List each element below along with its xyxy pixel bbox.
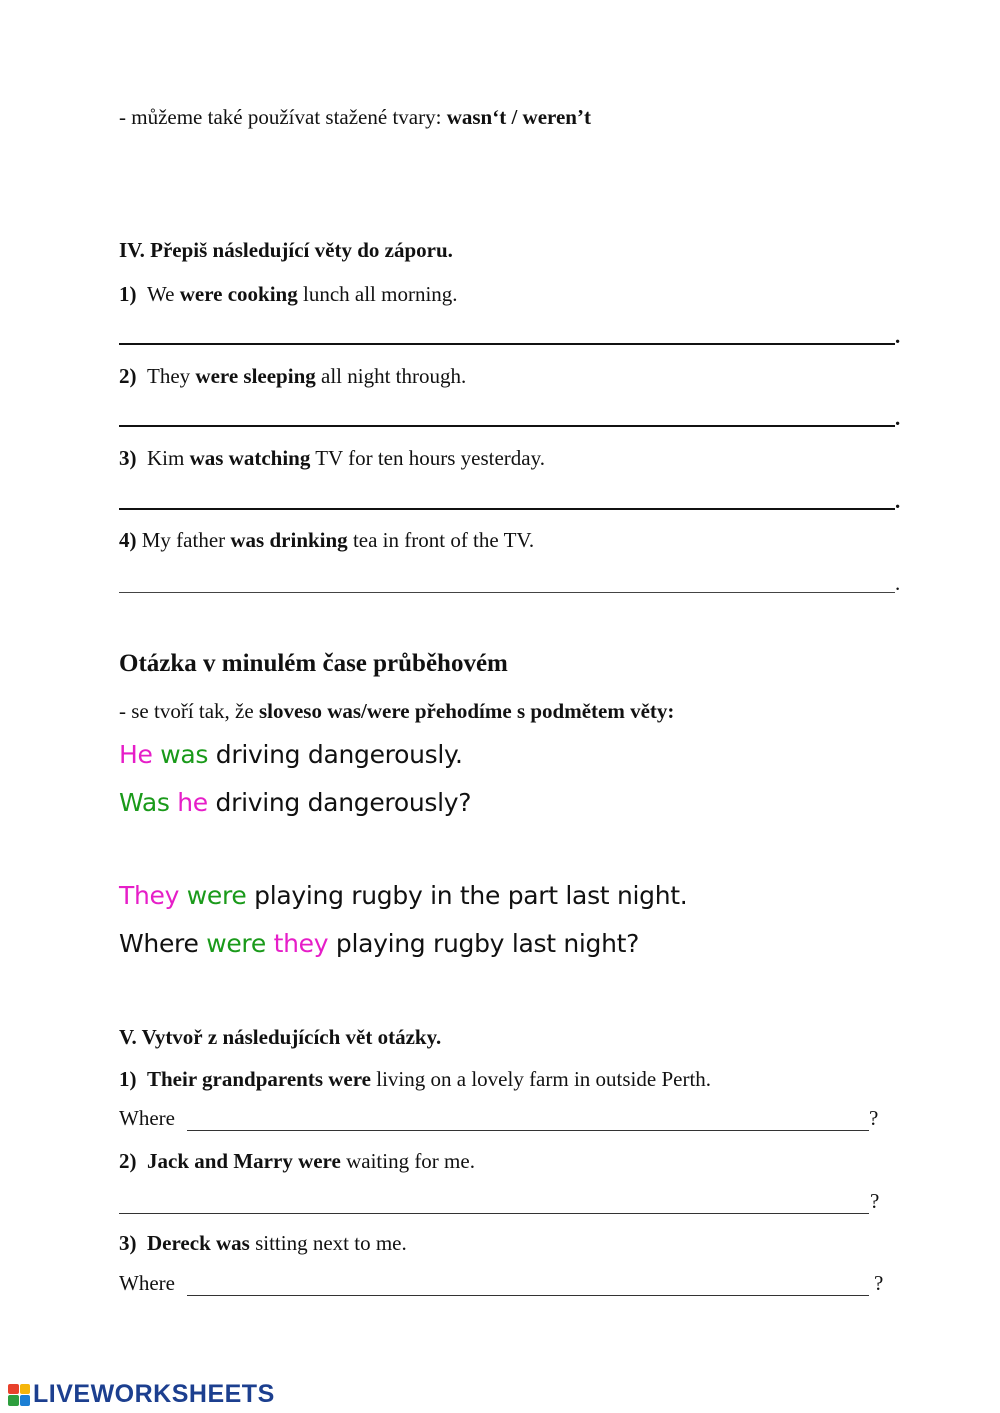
exercise-4-item-2: 2) They were sleeping all night through. xyxy=(119,364,467,388)
line-end-period: . xyxy=(895,406,901,430)
answer-line-5-1[interactable] xyxy=(187,1130,869,1131)
answer-line-4-1[interactable] xyxy=(119,343,895,345)
exercise-4-item-3: 3) Kim was watching TV for ten hours yesterday. xyxy=(119,446,545,470)
example-question-1: Was he driving dangerously? xyxy=(119,788,472,817)
answer-line-4-2[interactable] xyxy=(119,425,895,427)
answer-line-4-3[interactable] xyxy=(119,508,895,510)
question-rule: - se tvoří tak, že sloveso was/were přehodíme s podmětem věty: xyxy=(119,699,675,723)
exercise-4-item-1: 1) We were cooking lunch all morning. xyxy=(119,282,458,306)
logo-text: LIVEWORKSHEETS xyxy=(33,1380,275,1408)
logo-grid-icon xyxy=(8,1384,30,1406)
section-5-heading: V. Vytvoř z následujících vět otázky. xyxy=(119,1025,442,1049)
contracted-forms: wasn‘t / weren’t xyxy=(446,105,591,129)
contractions-note: - můžeme také používat stažené tvary: wasn‘t / weren’t xyxy=(119,105,591,129)
exercise-5-item-3: 3) Dereck was sitting next to me. xyxy=(119,1231,407,1255)
question-section-title: Otázka v minulém čase průběhovém xyxy=(119,650,508,677)
answer-line-4-4[interactable] xyxy=(119,592,895,593)
exercise-5-item-1: 1) Their grandparents were living on a lovely farm in outside Perth. xyxy=(119,1067,712,1091)
answer-prefix-where: Where xyxy=(119,1106,175,1130)
line-end-period: . xyxy=(895,571,901,595)
answer-prefix-where: Where xyxy=(119,1271,175,1295)
example-question-2: Where were they playing rugby last night? xyxy=(119,929,640,958)
line-end-period: . xyxy=(895,324,901,348)
example-statement-2: They were playing rugby in the part last night. xyxy=(119,881,688,910)
section-4-heading: IV. Přepiš následující věty do záporu. xyxy=(119,238,453,262)
exercise-5-item-2: 2) Jack and Marry were waiting for me. xyxy=(119,1149,475,1173)
answer-question-mark: ? xyxy=(869,1106,879,1130)
liveworksheets-logo[interactable] xyxy=(8,1380,275,1409)
answer-question-mark: ? xyxy=(874,1271,884,1295)
answer-question-mark: ? xyxy=(870,1189,880,1213)
answer-line-5-2[interactable] xyxy=(119,1213,869,1214)
example-statement-1: He was driving dangerously. xyxy=(119,740,463,769)
answer-line-5-3[interactable] xyxy=(187,1295,869,1296)
exercise-4-item-4: 4) My father was drinking tea in front of the TV. xyxy=(119,528,535,552)
line-end-period: . xyxy=(895,489,901,513)
